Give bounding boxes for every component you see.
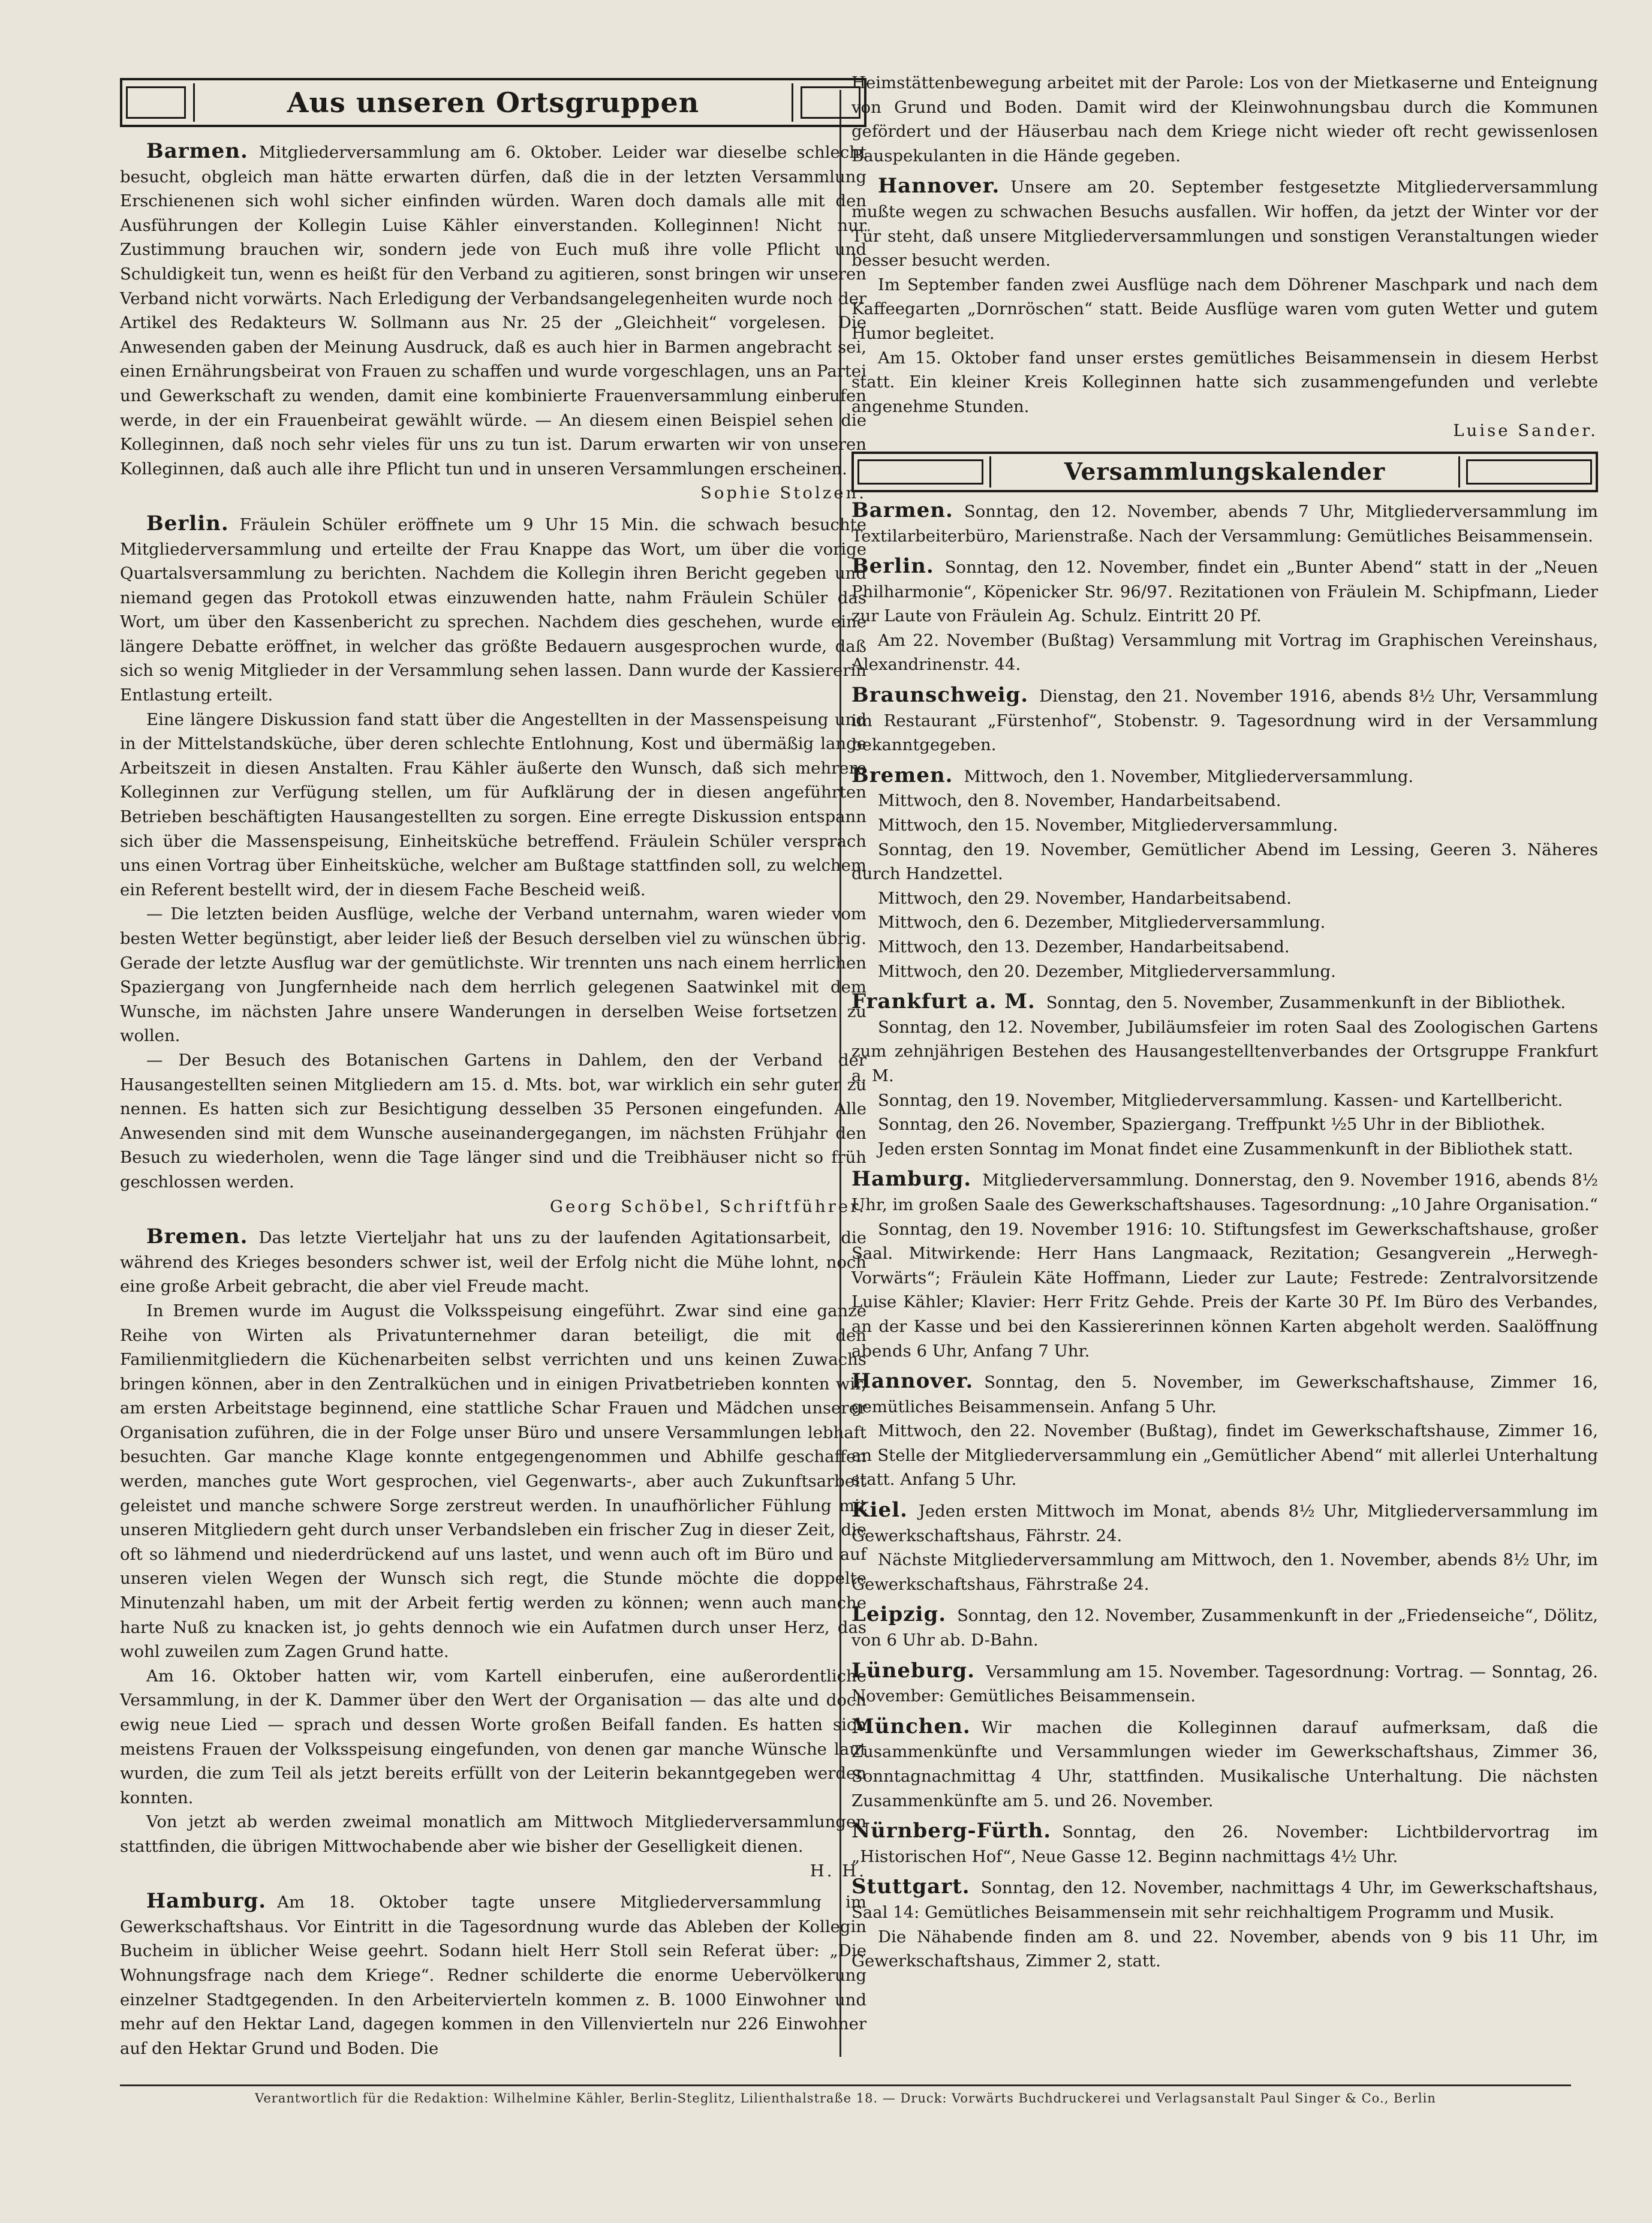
city-name: Berlin. [146,511,229,536]
calendar-hamburg [851,1167,1598,1363]
calendar-text: Mittwoch, den 22. November (Bußtag), findet im Gewerkschaftshause, Zimmer 16, an Stelle der Mitgliederversammlung ein „Gemütlicher Abend“ mit allerlei Unterhaltung statt. Anfang 5 Uhr. [851,1421,1598,1490]
calendar-text: Sonntag, den 5. November, im Gewerkschaftshause, Zimmer 16, gemütliches Beisammensein. Anfang 5 Uhr. [851,1373,1598,1416]
calendar-text: Sonntag, den 5. November, Zusammenkunft in der Bibliothek. [1046,993,1566,1013]
report-bremen [120,1225,866,1883]
header-ornament-left [857,459,983,485]
report-text: Unsere am 20. September festgesetzte Mitgliederversammlung mußte wegen zu schwachen Besuchs ausfallen. Wir hoffen, da jetzt der Winter vor der Tür steht, daß unsere Mitgliederversammlungen und sonstigen Veranstaltungen wieder besser besucht werden. [851,178,1598,270]
report-paragraph: Am 16. Oktober hatten wir, vom Kartell einberufen, eine außerordentliche Versammlung, in der K. Dammer über den Wert der Organisation — das alte und doch ewig neue Lied — sprach und dessen Worte großen Beifall fanden. Es hatten sich meistens Frauen der Volksspeisung eingefunden, von denen gar manche Wünsche laut wurden, die zum Teil als jetzt bereits erfüllt von der Leiterin bekanntgegeben werden konnten. [120,1666,866,1807]
calendar-berlin [851,554,1598,677]
calendar-braunschweig [851,683,1598,757]
calendar-text: Sonntag, den 12. November, findet ein „Bunter Abend“ statt in der „Neuen Philharmonie“, Köpenicker Str. 96/97. Rezitationen von Fräulein M. Schipfmann, Lieder zur Laute von Fräulein Ag. Schulz. Eintritt 20 Pf. [851,558,1598,626]
calendar-frankfurt [851,989,1598,1161]
report-paragraph: Eine längere Diskussion fand statt über die Angestellten in der Massenspeisung und in der Mittelstandsküche, über deren schlechte Entlohnung, Kost und übermäßig lange Arbeitszeit in diesen Anstalten. Frau Kähler äußerte den Wunsch, daß sich mehrere Kolleginnen zur Verfügung stellen, um für Aufklärung der in diesen angeführten Betrieben beschäftigten Hausangestellten zu sorgen. Eine erregte Diskussion entspann sich über die Massenspeisung, Einheitsküche betreffend. Fräulein Schüler versprach uns einen Vortrag über Einheitsküche, welcher am Bußtage stattfinden soll, zu welchem ein Referent bestellt wird, der in diesem Fache Bescheid weiß. [120,709,866,900]
calendar-line: Mittwoch, den 8. November, Handarbeitsabend. [878,791,1281,811]
report-text: Das letzte Vierteljahr hat uns zu der laufenden Agitationsarbeit, die während des Krieges besonders schwer ist, weil der Erfolg nicht die Mühe lohnt, noch eine große Arbeit gebracht, die aber viel Freude macht. [120,1228,866,1297]
calendar-line: Sonntag, den 26. November, Spaziergang. Treffpunkt ½5 Uhr in der Bibliothek. [878,1115,1546,1135]
calendar-text: Mitgliederversammlung. Donnerstag, den 9. November 1916, abends 8½ Uhr, im großen Saale des Gewerkschaftshauses. Tagesordnung: „10 Jahre Organisation.“ [851,1171,1598,1214]
calendar-barmen [851,498,1598,548]
calendar-text: Sonntag, den 26. November: Lichtbildervortrag im „Historischen Hof“, Neue Gasse 12. Beginn nachmittags 4½ Uhr. [851,1822,1598,1866]
calendar-bremen [851,763,1598,983]
calendar-text: Die Nähabende finden am 8. und 22. November, abends von 9 bis 11 Uhr, im Gewerkschaftshaus, Zimmer 2, statt. [851,1927,1598,1971]
calendar-hannover [851,1369,1598,1492]
report-paragraph: — Die letzten beiden Ausflüge, welche der Verband unternahm, waren wieder vom besten Wetter begünstigt, aber leider ließ der Besuch derselben viel zu wünschen übrig. Gerade der letzte Ausflug war der gemütlichste. Wir trennten uns nach einem herrlichen Spaziergang von Jungfernheide nach dem herrlich gelegenen Saatwinkel mit dem Wunsche, im nächsten Jahre unsere Wanderungen in derselben Weise fortsetzen zu wollen. [120,904,866,1046]
calendar-line: Sonntag, den 19. November, Mitgliederversammlung. Kassen- und Kartellbericht. [878,1090,1563,1110]
calendar-line: Jeden ersten Sonntag im Monat findet eine Zusammenkunft in der Bibliothek statt. [878,1139,1573,1159]
calendar-text: Sonntag, den 12. November, Zusammenkunft in der „Friedenseiche“, Dölitz, von 6 Uhr ab. D-Bahn. [851,1606,1598,1650]
city-name: Bremen. [851,763,953,787]
calendar-nuernberg [851,1819,1598,1869]
city-name: München. [851,1714,971,1738]
calendar-line: Mittwoch, den 6. Dezember, Mitgliederversammlung. [878,913,1326,932]
report-barmen [120,139,866,506]
report-hamburg [120,1889,866,2060]
calendar-text: Sonntag, den 19. November 1916: 10. Stiftungsfest im Gewerkschaftshause, großer Saal. Mitwirkende: Herr Hans Langmaack, Rezitation; Gesangverein „Herwegh-Vorwärts“; Fräulein Käte Hoffmann, Lieder zur Laute; Festrede: Zentralvorsitzende Luise Kähler; Klavier: Herr Fritz Gehde. Preis der Karte 30 Pf. Im Büro des Verbandes, an der Kasse und bei den Kassiererinnen können Karten abgeholt werden. Saalöffnung abends 6 Uhr, Anfang 7 Uhr. [851,1219,1598,1361]
calendar-kiel [851,1498,1598,1596]
calendar-line: Mittwoch, den 29. November, Handarbeitsabend. [878,888,1292,908]
city-name: Nürnberg-Fürth. [851,1819,1052,1843]
right-column [851,71,1598,1980]
section-title: Aus unseren Ortsgruppen [193,83,793,122]
calendar-line: Sonntag, den 12. November, Jubiläumsfeier im roten Saal des Zoologischen Gartens zum zehnjährigen Bestehen des Hausangestelltenverbandes der Ortsgruppe Frankfurt a. M. [851,1017,1598,1085]
report-hamburg-continued [851,71,1598,168]
city-name: Barmen. [851,498,953,522]
left-column [120,78,866,2066]
city-name: Hannover. [878,174,1000,198]
header-ornament-right [1466,459,1592,485]
city-name: Barmen. [146,139,248,163]
calendar-text: Sonntag, den 12. November, abends 7 Uhr, Mitgliederversammlung im Textilarbeiterbüro, Marienstraße. Nach der Versammlung: Gemütliches Beisammensein. [851,501,1598,546]
city-name: Kiel. [851,1498,908,1523]
calendar-muenchen [851,1714,1598,1813]
city-name: Hamburg. [851,1167,972,1192]
signature: Georg Schöbel, Schriftführer. [550,1196,866,1216]
city-name: Lüneburg. [851,1658,975,1683]
report-berlin [120,512,866,1219]
calendar-stuttgart [851,1875,1598,1973]
city-name: Stuttgart. [851,1875,970,1899]
report-text: Am 18. Oktober tagte unsere Mitgliederversammlung im Gewerkschaftshaus. Vor Eintritt in die Tagesordnung wurde das Ableben der Kollegin Bucheim in üblicher Weise geehrt. Sodann hielt Herr Stoll sein Referat über: „Die Wohnungsfrage nach dem Kriege“. Redner schilderte die enorme Uebervölkerung einzelner Stadtgegenden. In den Arbeitervierteln kommen z. B. 1000 Einwohner und mehr auf den Hektar Land, dagegen kommen in den Villenvierteln nur 226 Einwohner auf den Hektar Grund und Boden. Die [120,1893,866,2058]
calendar-text: Nächste Mitgliederversammlung am Mittwoch, den 1. November, abends 8½ Uhr, im Gewerkschaftshaus, Fährstraße 24. [851,1550,1598,1594]
calendar-text: Dienstag, den 21. November 1916, abends 8½ Uhr, Versammlung im Restaurant „Fürstenhof“, Stobenstr. 9. Tagesordnung wird in der Versammlung bekanntgegeben. [851,687,1598,755]
report-paragraph: — Der Besuch des Botanischen Gartens in Dahlem, den der Verband der Hausangestellten seinen Mitgliedern am 15. d. Mts. bot, war wirklich ein sehr guter zu nennen. Es hatten sich zur Besichtigung desselben 35 Personen eingefunden. Alle Anwesenden sind mit dem Wunsche auseinandergegangen, im nächsten Frühjahr den Besuch zu wiederholen, wenn die Tage länger sind und die Treibhäuser nicht so früh geschlossen werden. [120,1050,866,1192]
header-ornament-left [126,86,186,119]
calendar-text: Mittwoch, den 1. November, Mitgliederversammlung. [964,766,1414,786]
signature: Sophie Stolzen. [700,483,866,503]
imprint-footer: Verantwortlich für die Redaktion: Wilhelmine Kähler, Berlin-Steglitz, Lilienthalstraße 18. — Druck: Vorwärts Buchdruckerei und Verlagsanstalt Paul Singer & Co., Berlin [120,2084,1571,2105]
report-paragraph: In Bremen wurde im August die Volksspeisung eingeführt. Zwar sind eine ganze Reihe von Wirten als Privatunternehmer daran beteiligt, die mit den Familienmitgliedern die Küchenarbeiten selbst verrichten und uns keinen Zuwachs bringen können, aber in den Zentralküchen und in einigen Privatbetrieben konnten wir, am ersten Arbeitstage beginnend, eine stattliche Schar Frauen und Mädchen unserer Organisation zuführen, die in der Folge unser Büro und unsere Versammlungen lebhaft besuchten. Gar manche Klage konnte entgegengenommen und Abhilfe geschaffen werden, manches gute Wort gesprochen, viel Gegenwarts-, aber auch Zukunftsarbeit geleistet und manche schwere Sorge zerstreut werden. In unaufhörlicher Fühlung mit unseren Mitgliedern geht durch unser Verbandsleben ein frischer Zug in dieser Zeit, die oft so lähmend und niederdrückend auf uns lastet, und wenn auch oft im Büro und auf unseren vielen Wegen der Wunsch sich regt, die Stunde möchte die doppelte Minutenzahl haben, um mit der Arbeit fertig werden zu können; wenn auch manche harte Nuß zu knacken ist, jo gehts dennoch wie ein Aufatmen durch unser Herz, das wohl zuweilen zum Zagen Grund hatte. [120,1301,866,1662]
city-name: Bremen. [146,1225,248,1249]
report-text: Mitgliederversammlung am 6. Oktober. Leider war dieselbe schlecht besucht, obgleich man hätte erwarten dürfen, daß die in der letzten Versammlung Erschienenen sich wohl sicher einfinden würden. Waren doch damals alle mit den Ausführungen der Kollegin Luise Kähler einverstanden. Kolleginnen! Nicht nur Zustimmung brauchen wir, sondern jede von Euch muß ihre volle Pflicht und Schuldigkeit tun, wenn es heißt für den Verband zu agitieren, sonst bringen wir unseren Verband nicht vorwärts. Nach Erledigung der Verbandsangelegenheiten wurde noch der Artikel des Redakteurs W. Sollmann aus Nr. 25 der „Gleichheit“ vorgelesen. Die Anwesenden gaben der Meinung Ausdruck, daß es auch hier in Barmen angebracht sei, einen Ernährungsbeirat von Frauen zu schaffen und wurde vorgeschlagen, uns an Partei und Gewerkschaft zu wenden, damit eine kombinierte Frauenversammlung einberufen werde, in der ein Frauenbeirat gewählt würde. — An diesem einen Beispiel sehen die Kolleginnen, daß noch sehr vieles für uns zu tun ist. Darum erwarten wir von unseren Kolleginnen, daß auch alle ihre Pflicht tun und in unseren Versammlungen erscheinen. [120,143,866,479]
city-name: Hannover. [851,1369,974,1394]
calendar-line: Mittwoch, den 20. Dezember, Mitgliederversammlung. [878,961,1336,981]
section-header-kalender [851,452,1598,492]
report-paragraph: Im September fanden zwei Ausflüge nach dem Döhrener Maschpark und nach dem Kaffeegarten „Dornröschen“ statt. Beide Ausflüge waren vom guten Wetter und gutem Humor begleitet. [851,275,1598,343]
report-text: Fräulein Schüler eröffnete um 9 Uhr 15 Min. die schwach besuchte Mitgliederversammlung und erteilte der Frau Knappe das Wort, um über die vorige Quartalsversammlung zu berichten. Nachdem die Kollegin ihren Bericht gegeben und niemand gegen das Protokoll etwas einzuwenden hatte, nahm Fräulein Schüler das Wort, um über den Kassenbericht zu sprechen. Nachdem dies geschehen, wurde eine längere Debatte eröffnet, in welcher das größte Bedauern ausgesprochen wurde, daß sich so wenig Mitglieder in der Versammlung sehen lassen. Dann wurde der Kassiererin Entlastung erteilt. [120,515,866,705]
report-paragraph: Von jetzt ab werden zweimal monatlich am Mittwoch Mitgliederversammlungen stattfinden, die übrigen Mittwochabende aber wie bisher der Geselligkeit dienen. [120,1812,866,1856]
calendar-text: Wir machen die Kolleginnen darauf aufmerksam, daß die Zusammenkünfte und Versammlungen wieder im Gewerkschaftshaus, Zimmer 36, Sonntagnachmittag 4 Uhr, stattfinden. Musikalische Unterhaltung. Die nächsten Zusammenkünfte am 5. und 26. November. [851,1717,1598,1810]
calendar-line: Mittwoch, den 13. Dezember, Handarbeitsabend. [878,937,1290,956]
section-title: Versammlungskalender [989,456,1460,488]
report-hannover [851,174,1598,443]
city-name: Berlin. [851,554,934,579]
report-paragraph: Am 15. Oktober fand unser erstes gemütliches Beisammensein in diesem Herbst statt. Ein kleiner Kreis Kolleginnen hatte sich zusammengefunden und verlebte angenehme Stunden. [851,348,1598,416]
calendar-text: Jeden ersten Mittwoch im Monat, abends 8½ Uhr, Mitgliederversammlung im Gewerkschaftshaus, Fährstr. 24. [851,1502,1598,1545]
city-name: Hamburg. [146,1889,267,1914]
calendar-leipzig [851,1602,1598,1652]
calendar-text: Am 22. November (Bußtag) Versammlung mit Vortrag im Graphischen Vereinshaus, Alexandrinenstr. 44. [851,630,1598,675]
city-name: Braunschweig. [851,683,1029,708]
calendar-text: Versammlung am 15. November. Tagesordnung: Vortrag. — Sonntag, 26. November: Gemütliches Beisammensein. [851,1662,1598,1706]
signature: H. H. [810,1861,866,1881]
calendar-line: Mittwoch, den 15. November, Mitgliederversammlung. [878,816,1338,835]
calendar-lueneburg [851,1659,1598,1708]
report-text: Heimstättenbewegung arbeitet mit der Parole: Los von der Mietkaserne und Enteignung von Grund und Boden. Damit wird der Kleinwohnungsbau durch die Kommunen gefördert und der Häuserbau nach dem Kriege nicht wieder oft recht gewissenlosen Bauspekulanten in die Hände gegeben. [851,73,1598,166]
city-name: Leipzig. [851,1602,947,1627]
section-header-ortsgruppen [120,78,866,127]
city-name: Frankfurt a. M. [851,989,1036,1014]
signature: Luise Sander. [1453,421,1598,441]
calendar-line: Sonntag, den 19. November, Gemütlicher Abend im Lessing, Geeren 3. Näheres durch Handzettel. [851,840,1598,884]
calendar-text: Sonntag, den 12. November, nachmittags 4 Uhr, im Gewerkschaftshaus, Saal 14: Gemütliches Beisammensein mit sehr reichhaltigem Programm und Musik. [851,1878,1598,1922]
